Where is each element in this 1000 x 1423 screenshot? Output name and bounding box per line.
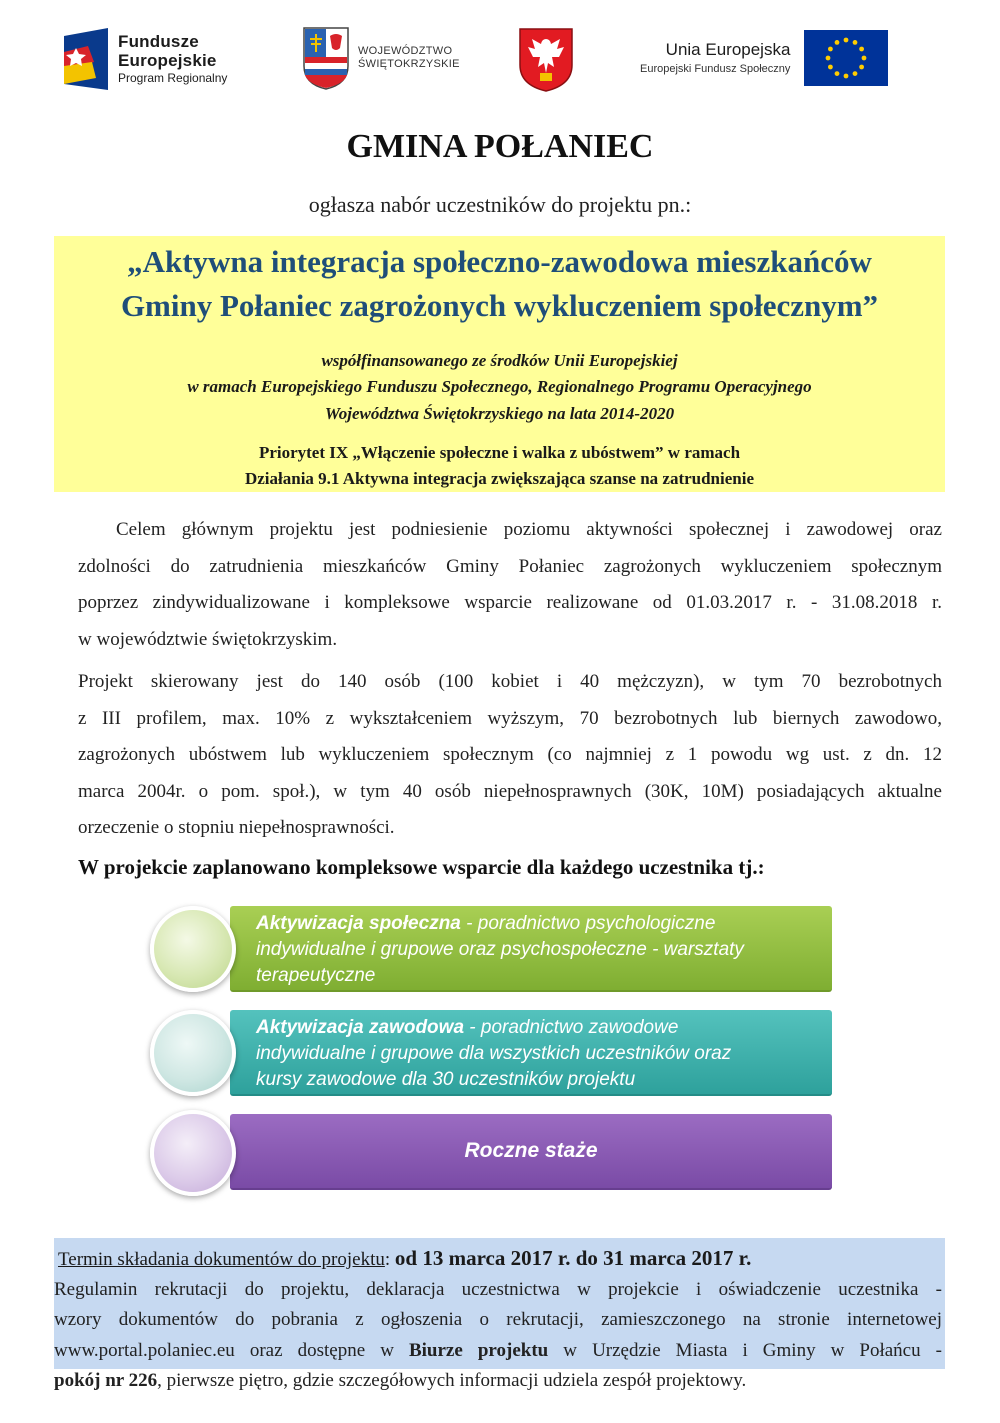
cofinancing-line: Województwa Świętokrzyskiego na lata 2014-2020 xyxy=(324,403,675,423)
support-item-social xyxy=(230,906,832,992)
deadline-colon: : xyxy=(384,1249,391,1270)
room-number-label: pokój nr 226 xyxy=(54,1369,158,1391)
europejskie-label: Europejskie xyxy=(118,51,217,70)
priority-line: Priorytet IX „Włączenie społeczne i walka z ubóstwem” w ramach xyxy=(258,443,741,462)
unia-europejska-label: Unia Europejska xyxy=(665,40,791,59)
project-title xyxy=(54,240,945,328)
bullet-circle-icon xyxy=(150,1110,236,1196)
paragraph-line: marca 2004r. o pom. społ.), w tym 40 osób niepełnosprawnych (30K, 10M) posiadających aktualne xyxy=(78,780,942,802)
paragraph-line: w województwie świętokrzyskim. xyxy=(78,628,338,650)
deadline-label: Termin składania dokumentów do projektu xyxy=(58,1249,385,1270)
paragraph-line: Regulamin rekrutacji do projektu, deklaracja uczestnictwa w projekcie i oświadczenie uczestnika - xyxy=(54,1279,942,1300)
project-office-label: Biurze projektu xyxy=(408,1339,549,1361)
paragraph-line xyxy=(54,1336,942,1366)
fundusze-europejskie-logo xyxy=(62,26,227,92)
support-item-desc: - poradnictwo zawodowe xyxy=(464,1017,679,1038)
paragraph-line: poprzez zindywidualizowane i kompleksowe wsparcie realizowane od 01.03.2017 r. - 31.08.2018 r. xyxy=(78,592,942,614)
wojewodztwo-label: WOJEWÓDZTWO xyxy=(358,45,453,57)
support-item-desc: indywidualne i grupowe oraz psychospołeczne - warsztaty xyxy=(256,939,744,960)
swietokrzyskie-shield-icon xyxy=(302,26,350,90)
deadline-line xyxy=(58,1244,938,1274)
eu-flag-icon xyxy=(804,30,888,86)
paragraph-line: orzeczenie o stopniu niepełnosprawności. xyxy=(78,817,395,839)
priority-line: Działania 9.1 Aktywna integracja zwiększająca szanse na zatrudnienie xyxy=(244,469,755,488)
efs-label: Europejski Fundusz Społeczny xyxy=(640,63,791,75)
paragraph-line: zdolności do zatrudnienia mieszkańców Gminy Połaniec zagrożonych wykluczeniem społecznym xyxy=(78,555,942,577)
office-location-text: w Urzędzie Miasta i Gminy w Połańcu - xyxy=(548,1339,942,1361)
support-item-professional xyxy=(230,1010,832,1096)
org-title: GMINA POŁANIEC xyxy=(346,128,654,165)
announcement-text: ogłasza nabór uczestników do projektu pn.: xyxy=(308,192,692,217)
support-item-desc: kursy zawodowe dla 30 uczestników projektu xyxy=(256,1069,636,1090)
cofinancing-text xyxy=(54,348,945,427)
paragraph-line: z III profilem, max. 10% z wykształceniem wyższym, 70 bezrobotnych lub biernych zawodowo, xyxy=(78,707,942,729)
logo-bar xyxy=(0,20,1000,100)
goal-paragraph xyxy=(78,512,942,658)
support-heading: W projekcie zaplanowano kompleksowe wsparcie dla każdego uczestnika tj.: xyxy=(78,855,765,879)
unia-europejska-logo xyxy=(640,30,888,86)
priority-text xyxy=(54,440,945,492)
paragraph-line xyxy=(54,1366,942,1396)
gmina-coat-of-arms xyxy=(518,27,574,93)
support-item-title: Aktywizacja zawodowa xyxy=(256,1017,465,1038)
project-title-line: „Aktywna integracja społeczno-zawodowa mieszkańców xyxy=(127,244,872,279)
wojewodztwo-logo xyxy=(302,26,460,90)
paragraph-line: wzory dokumentów do pobrania z ogłoszenia o rekrutacji, zamieszczonego na stronie internetowej xyxy=(54,1309,942,1331)
cofinancing-line: w ramach Europejskiego Funduszu Społecznego, Regionalnego Programu Operacyjnego xyxy=(187,377,812,397)
fundusze-label: Fundusze xyxy=(118,32,199,51)
target-group-paragraph xyxy=(78,664,942,847)
eagle-shield-icon xyxy=(518,27,574,93)
support-item-title: Aktywizacja społeczna xyxy=(256,913,461,934)
bullet-circle-icon xyxy=(150,906,236,992)
room-details-text: , pierwsze piętro, gdzie szczegółowych informacji udziela zespół projektowy. xyxy=(157,1369,747,1391)
documents-paragraph xyxy=(54,1275,942,1396)
portal-url-text: www.portal.polaniec.eu oraz dostępne w xyxy=(54,1339,409,1361)
paragraph-line: Projekt skierowany jest do 140 osób (100 kobiet i 40 mężczyzn), w tym 70 bezrobotnych xyxy=(78,671,942,692)
support-item-desc: - poradnictwo psychologiczne xyxy=(460,913,716,934)
program-regionalny-label: Program Regionalny xyxy=(118,71,228,85)
project-title-line: Gminy Połaniec zagrożonych wykluczeniem społecznym” xyxy=(120,288,879,323)
swietokrzyskie-label: ŚWIĘTOKRZYSKIE xyxy=(358,58,460,70)
fundusze-europejskie-icon xyxy=(62,26,112,92)
cofinancing-line: współfinansowanego ze środków Unii Europejskiej xyxy=(321,351,678,370)
support-item-desc: terapeutyczne xyxy=(256,965,376,986)
paragraph-line: Celem głównym projektu jest podniesienie poziomu aktywności społecznej i zawodowej oraz xyxy=(116,519,942,540)
support-item-internship xyxy=(230,1114,832,1190)
bullet-circle-icon xyxy=(150,1010,236,1096)
support-item-desc: indywidualne i grupowe dla wszystkich uczestników oraz xyxy=(256,1043,732,1064)
deadline-value: od 13 marca 2017 r. do 31 marca 2017 r. xyxy=(394,1246,752,1270)
support-item-title: Roczne staże xyxy=(464,1139,598,1162)
paragraph-line: zagrożonych ubóstwem lub wykluczeniem społecznym (co najmniej z 1 powodu wg ust. z dn. 12 xyxy=(78,744,942,766)
